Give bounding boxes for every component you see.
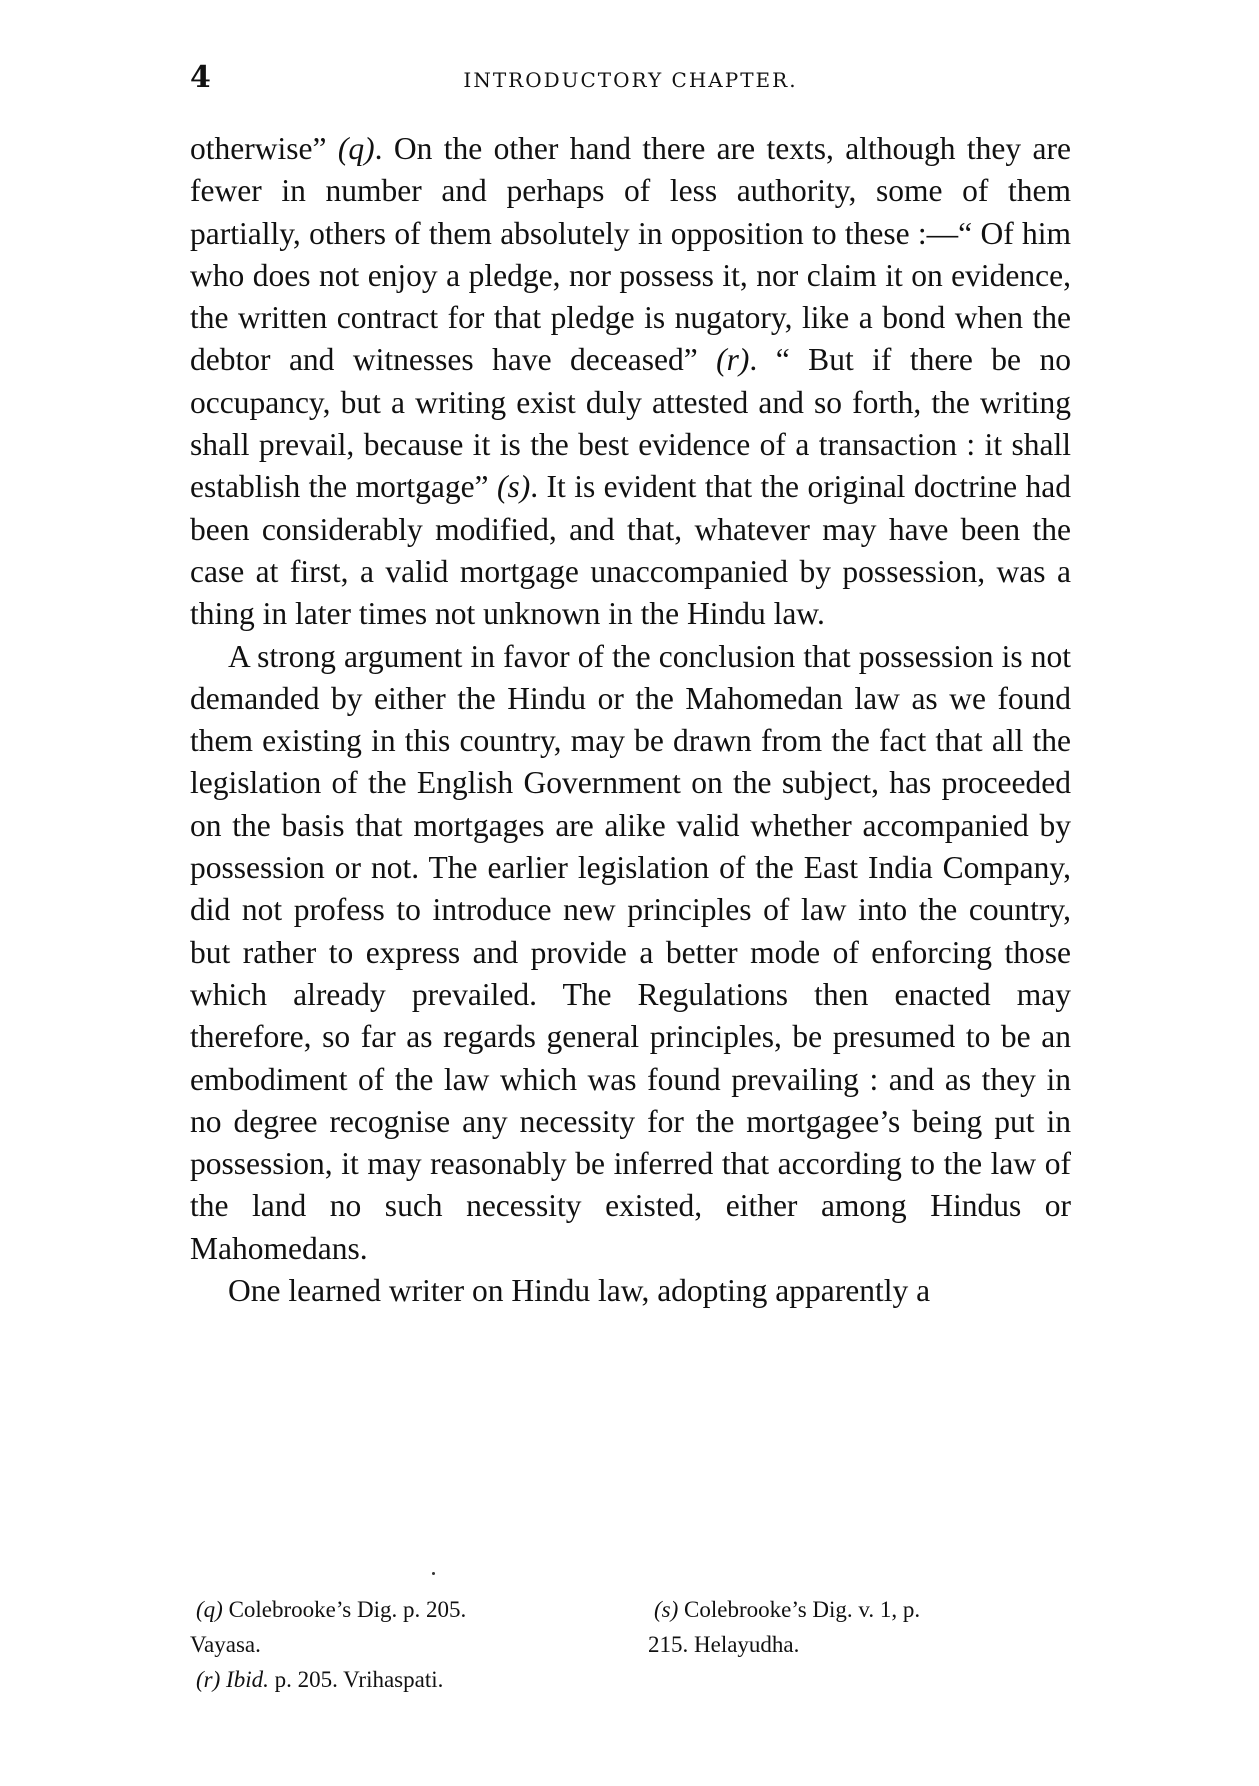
footnotes-right-column <box>648 1592 1071 1662</box>
paragraph-2: A strong argument in favor of the conclusion that possession is not demanded by either the Hindu or the Mahomedan law as we found them existing in this country, may be drawn from the fact that all the legislation of the English Government on the subject, has proceeded on the basis that mortgages are alike valid whether accompanied by possession or not. The earlier legislation of the East India Company, did not profess to introduce new principles of law into the country, but rather to express and provide a better mode of enforcing those which already prevailed. The Regulations then enacted may therefore, so far as regards general principles, be presumed to be an embodiment of the law which was found prevailing : and as they in no degree recognise any necessity for the mortgagee’s being put in possession, it may reasonably be inferred that according to the law of the land no such necessity existed, either among Hindus or Mahomedans. <box>190 638 1071 1266</box>
paragraph-3: One learned writer on Hindu law, adopting apparently a <box>228 1273 931 1309</box>
paragraph-1 <box>190 128 1071 636</box>
footnote-q-marker: (q) <box>196 1597 223 1622</box>
print-speck <box>432 1572 435 1575</box>
footnote-r-ibid: Ibid. <box>226 1667 269 1692</box>
paragraph-1-text-c: . “ But if there be no occupancy, but a writing exist duly attested and so forth, the writing shall prevail, because it is the best evidence of a transaction : it shall establish the mortgage” <box>190 342 1071 505</box>
footnote-s-marker: (s) <box>654 1597 679 1622</box>
footnote-q <box>190 1592 620 1627</box>
main-text <box>190 128 1071 1312</box>
footnote-ref-s: (s) <box>496 469 531 505</box>
paragraph-1-text-a: otherwise” <box>190 131 338 166</box>
footnote-s <box>648 1592 1071 1627</box>
paragraph-1-text-d: . It is evident that the original doctrine had been considerably modified, and that, whatever may have been the case at first, a valid mortgage unaccompanied by possession, was a thing in later times not unknown in the Hindu law. <box>190 469 1071 632</box>
paragraph-1-text-b: . On the other hand there are texts, although they are fewer in number and perhaps of less authority, some of them partially, others of them absolutely in opposition to these :—“ Of him who does not enjoy a pledge, nor possess it, nor claim it on evidence, the written contract for that pledge is nugatory, like a bond when the debtor and witnesses have deceased” <box>190 131 1071 378</box>
footnote-r-rest: p. 205. Vrihaspati. <box>268 1667 444 1692</box>
page-number: 4 <box>190 60 211 95</box>
footnote-q-continued: Vayasa. <box>190 1632 261 1657</box>
footnote-r <box>190 1662 620 1697</box>
footnote-r-marker: (r) <box>196 1667 221 1692</box>
footnote-s-line1: Colebrooke’s Dig. v. 1, p. <box>678 1597 921 1622</box>
footnote-s-continued: 215. Helayudha. <box>648 1632 800 1657</box>
footnotes-left-column <box>190 1592 620 1697</box>
running-title: INTRODUCTORY CHAPTER. <box>463 68 798 92</box>
footnote-ref-q: (q) <box>337 131 375 166</box>
footnote-ref-r: (r) <box>716 342 750 378</box>
page-header <box>190 60 1071 100</box>
footnote-q-line1: Colebrooke’s Dig. p. 205. <box>222 1597 467 1622</box>
